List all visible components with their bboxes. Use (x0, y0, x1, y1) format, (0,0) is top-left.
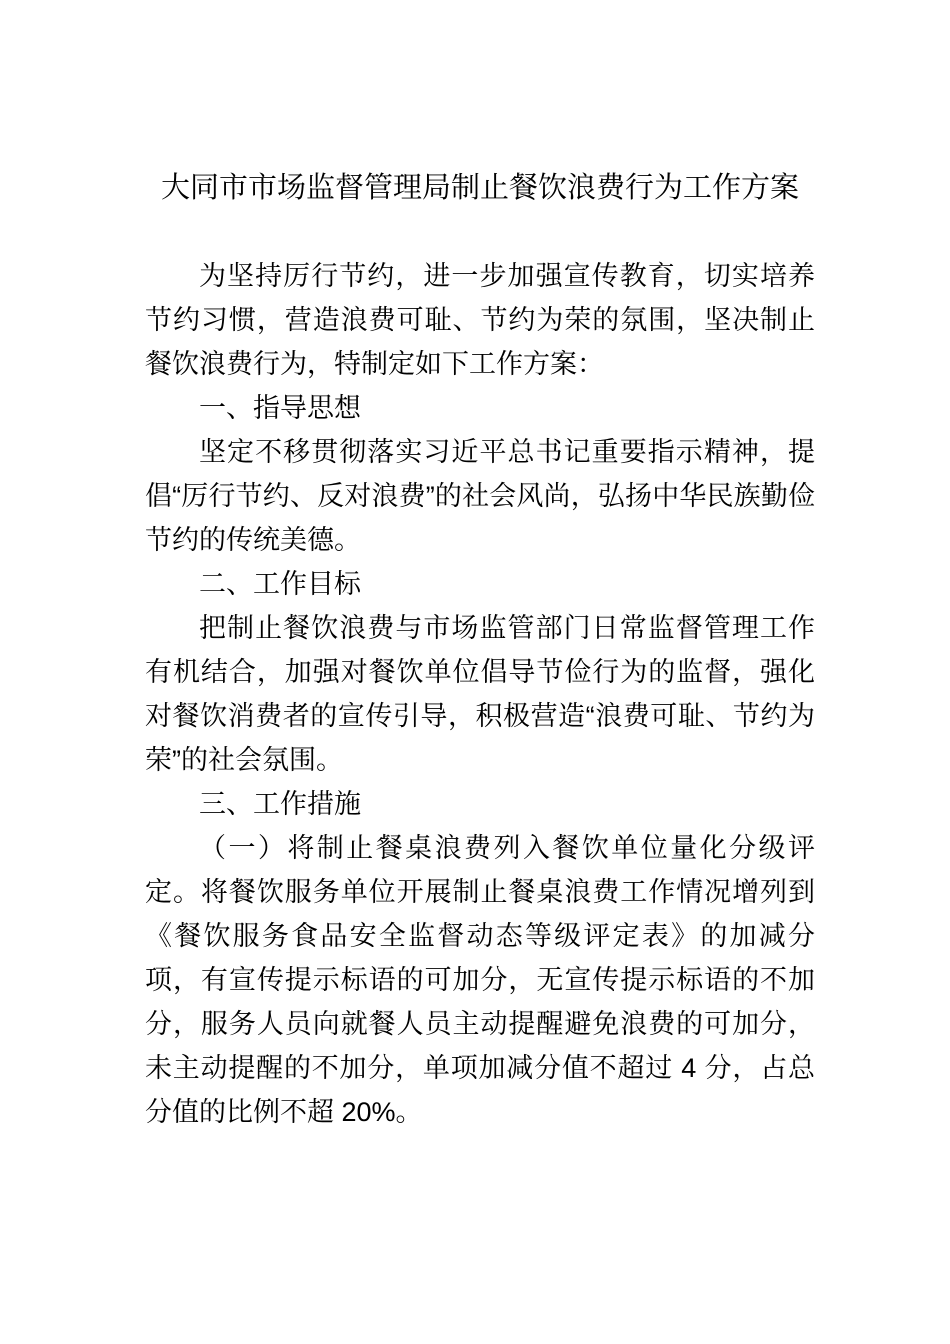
paragraph-intro: 为坚持厉行节约，进一步加强宣传教育，切实培养节约习惯，营造浪费可耻、节约为荣的氛围，坚决制止餐饮浪费行为，特制定如下工作方案： (145, 261, 815, 379)
section-heading-3: 三、工作措施 (199, 789, 361, 819)
section-heading-1: 一、指导思想 (199, 393, 361, 423)
paragraph-guiding-ideology: 坚定不移贯彻落实习近平总书记重要指示精神，提倡“厉行节约、反对浪费”的社会风尚，弘扬中华民族勤俭节约的传统美德。 (145, 437, 815, 555)
paragraph-work-goal: 把制止餐饮浪费与市场监管部门日常监督管理工作有机结合，加强对餐饮单位倡导节俭行为的监督，强化对餐饮消费者的宣传引导，积极营造“浪费可耻、节约为荣”的社会氛围。 (145, 613, 815, 775)
paragraph-work-measure-1: （一）将制止餐桌浪费列入餐饮单位量化分级评定。将餐饮服务单位开展制止餐桌浪费工作情况增列到《餐饮服务食品安全监督动态等级评定表》的加减分项，有宣传提示标语的可加分，无宣传提示标语的不加分，服务人员向就餐人员主动提醒避免浪费的可加分，未主动提醒的不加分，单项加减分值不超过 4 分，占总分值的比例不超 20%。 (145, 833, 815, 1127)
section-heading-2: 二、工作目标 (199, 569, 361, 599)
document-title: 大同市市场监督管理局制止餐饮浪费行为工作方案 (160, 172, 799, 204)
